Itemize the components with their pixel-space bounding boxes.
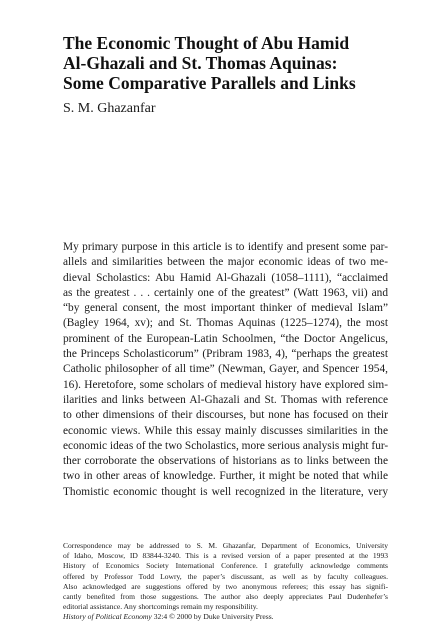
body-line: as the greatest . . . certainly one of the greatest” (Watt 1963, vii) and — [63, 286, 388, 299]
body-line: allels and similarities between the major economic ideas of two me- — [63, 256, 388, 269]
footnote-line: editorial assistance. Any shortcomings remain my responsibility. — [63, 602, 258, 612]
title-line: Al-Ghazali and St. Thomas Aquinas: — [63, 53, 338, 73]
body-line: the Princeps Scholasticorum” (Pribram 1983, 4), “perhaps the greatest — [63, 348, 388, 361]
body-line: to other dimensions of their discourses, but none has focused on their — [63, 409, 388, 422]
journal-citation — [63, 612, 274, 622]
body-line: prominent of the European-Latin Schoolmen, “the Doctor Angelicus, — [63, 332, 388, 345]
footnote-line: offered by Professor Todd Lowry, the paper’s discussant, as well as by faculty colleagues. — [63, 571, 388, 581]
article-author: S. M. Ghazanfar — [63, 101, 156, 116]
article-page — [63, 0, 388, 640]
author-footnote — [63, 541, 388, 612]
body-line: Thomistic economic thought is well recognized in the literature, very — [63, 485, 388, 498]
title-line: Some Comparative Parallels and Links — [63, 73, 356, 93]
footnote-line: Correspondence may be addressed to S. M. Ghazanfar, Department of Economics, University — [63, 541, 388, 550]
body-line: “by general consent, the most important thinker of medieval Islam” — [63, 302, 388, 315]
journal-name: History of Political Economy — [63, 612, 152, 621]
body-line: two in other areas of knowledge. Further, it might be noted that while — [63, 470, 388, 483]
body-line: Catholic philosopher of all time” (Newman, Gayer, and Spencer 1954, — [63, 363, 388, 376]
body-line: My primary purpose in this article is to identify and present some par- — [63, 241, 388, 253]
footnote-line: cantly benefited from those suggestions. The author also deeply appreciates Paul Dudenhefer’s — [63, 592, 388, 602]
body-line: (Bagley 1964, xv); and St. Thomas Aquinas (1225–1274), the most — [63, 317, 388, 330]
body-line: ther corroborate the observations of historians as to links between the — [63, 455, 388, 468]
body-line: 16). Heretofore, some scholars of medieval history have explored sim- — [63, 378, 388, 391]
body-line: economic views. While this essay mainly discusses similarities in the — [63, 424, 388, 437]
footnote-line: of Idaho, Moscow, ID 83844-3240. This is a revised version of a paper presented at the 1993 — [63, 551, 388, 561]
article-title — [63, 33, 388, 93]
body-line: ilarities and links between Al-Ghazali and St. Thomas with reference — [63, 393, 388, 406]
title-line: The Economic Thought of Abu Hamid — [63, 33, 350, 53]
body-line: dieval Scholastics: Abu Hamid Al-Ghazali (1058–1111), “acclaimed — [63, 271, 388, 284]
body-paragraph — [63, 240, 388, 500]
body-line: economic ideas of the two Scholastics, more serious analysis might fur- — [63, 439, 388, 452]
footnote-line: Also acknowledged are suggestions offered by two anonymous referees; this essay has signifi- — [63, 581, 388, 591]
footnote-line: History of Economics Society International Conference. I gratefully acknowledge comments — [63, 561, 388, 571]
journal-details: 32:4 © 2000 by Duke University Press. — [151, 612, 274, 621]
